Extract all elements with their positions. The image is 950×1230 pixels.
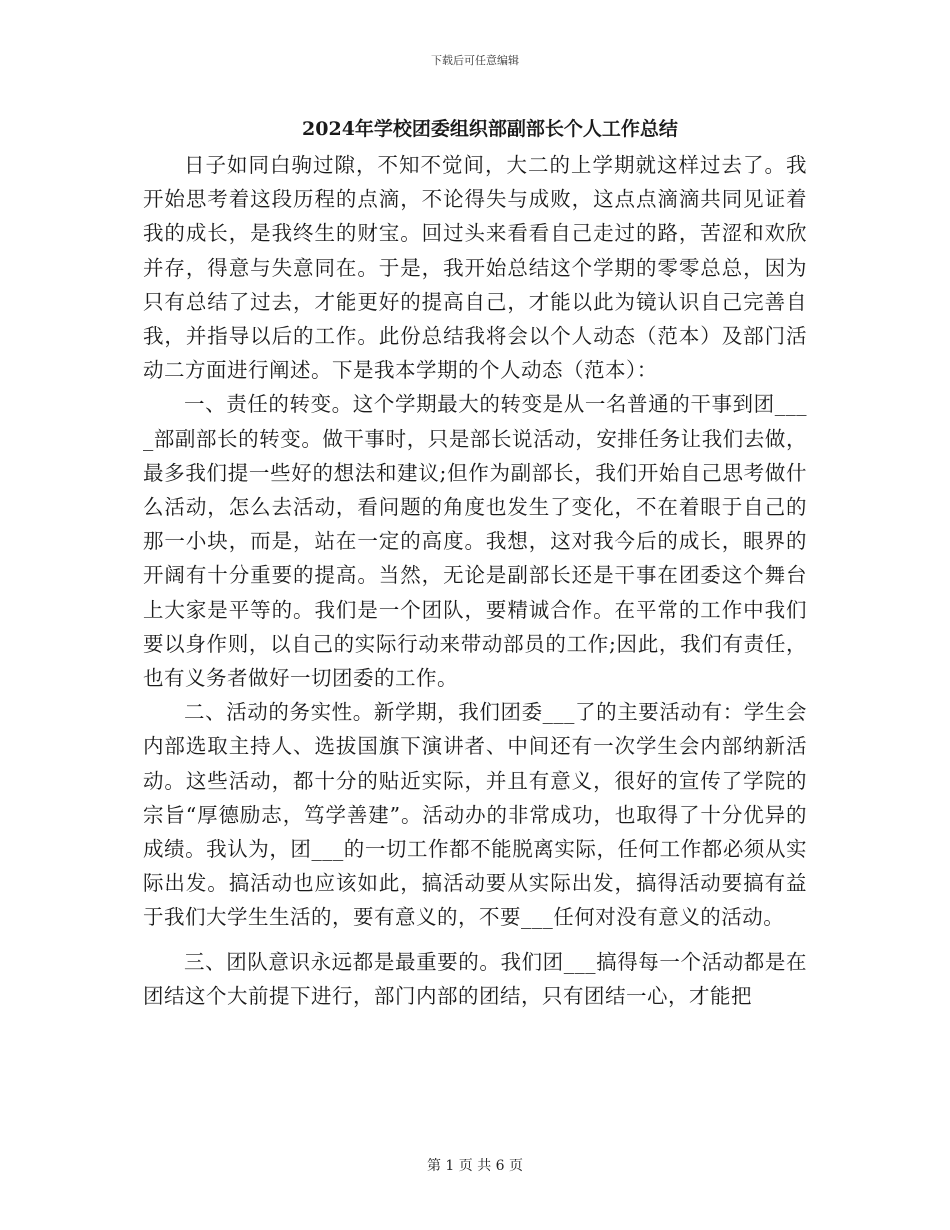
paragraph-responsibility: 一、责任的转变。这个学期最大的转变是从一名普通的干事到团____部副部长的转变。做干事时，只是部长说活动，安排任务让我们去做，最多我们提一些好的想法和建议;但作为副部长，我们开始自己思考做什么活动，怎么去活动，看问题的角度也发生了变化，不在着眼于自己的那一小块，而是，站在一定的高度。我想，这对我今后的成长，眼界的开阔有十分重要的提高。当然，无论是副部长还是干事在团委这个舞台上大家是平等的。我们是一个团队，要精诚合作。在平常的工作中我们要以身作则，以自己的实际行动来带动部员的工作;因此，我们有责任，也有义务者做好一切团委的工作。 xyxy=(143,392,807,691)
header-note: 下载后可任意编辑 xyxy=(431,54,519,67)
paragraph-activities: 二、活动的务实性。新学期，我们团委___了的主要活动有：学生会内部选取主持人、选拔国旗下演讲者、中间还有一次学生会内部纳新活动。这些活动，都十分的贴近实际，并且有意义，很好的宣传了学院的宗旨“厚德励志，笃学善建”。活动办的非常成功，也取得了十分优异的成绩。我认为，团___的一切工作都不能脱离实际，任何工作都必须从实际出发。搞活动也应该如此，搞活动要从实际出发，搞得活动要搞有益于我们大学生生活的，要有意义的，不要___任何对没有意义的活动。 xyxy=(143,700,807,930)
document-title: 2024年学校团委组织部副部长个人工作总结 xyxy=(302,118,678,140)
document-body xyxy=(143,148,807,1013)
paragraph-teamwork: 三、团队意识永远都是最重要的。我们团___搞得每一个活动都是在团结这个大前提下进行，部门内部的团结，只有团结一心，才能把 xyxy=(143,949,807,1008)
page-number: 第 1 页 共 6 页 xyxy=(426,1158,524,1174)
paragraph-intro: 日子如同白驹过隙，不知不觉间，大二的上学期就这样过去了。我开始思考着这段历程的点滴，不论得失与成败，这点点滴滴共同见证着我的成长，是我终生的财宝。回过头来看看自己走过的路，苦涩和欢欣并存，得意与失意同在。于是，我开始总结这个学期的零零总总，因为只有总结了过去，才能更好的提高自己，才能以此为镜认识自己完善自我，并指导以后的工作。此份总结我将会以个人动态（范本）及部门活动二方面进行阐述。下是我本学期的个人动态（范本）： xyxy=(143,153,807,383)
